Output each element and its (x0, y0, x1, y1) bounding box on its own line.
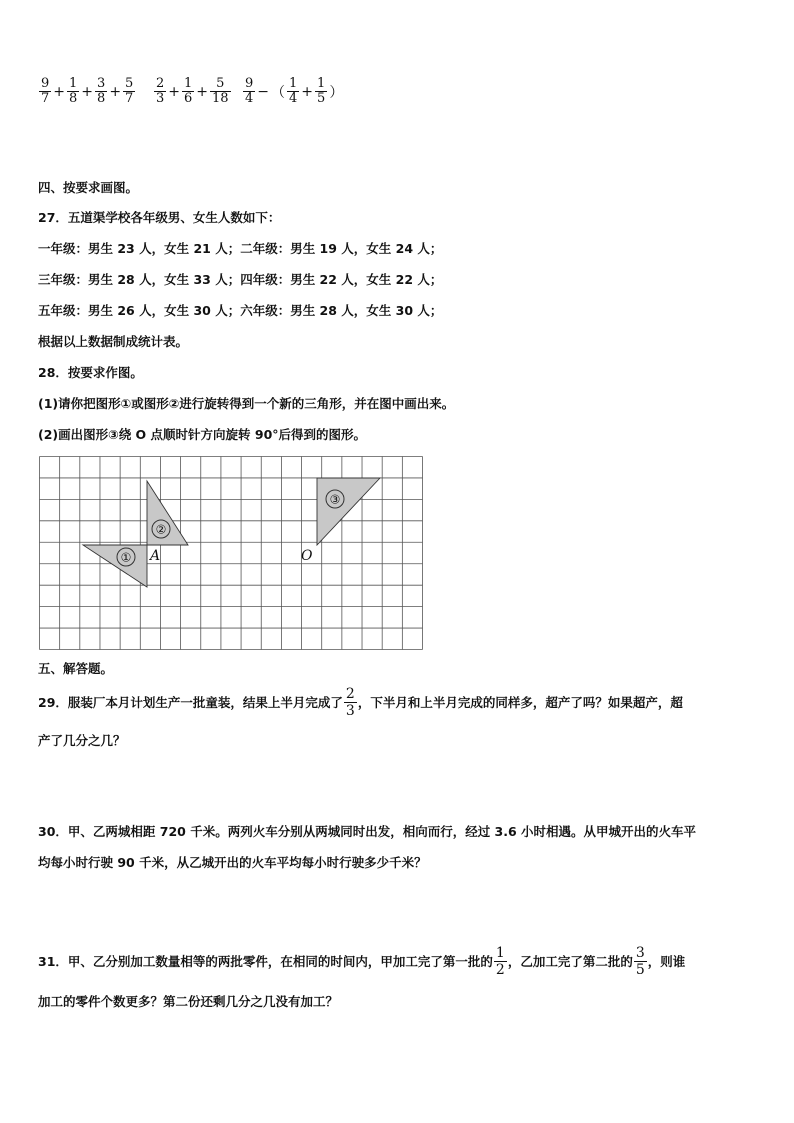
label-3: ③ (329, 492, 341, 507)
fraction: $\frac{1}{6}$ (184, 76, 193, 106)
fraction: $\frac{1}{8}$ (69, 76, 78, 106)
fraction: $\frac{2}{3}$ (156, 76, 165, 106)
q29-suffix: ，下半月和上半月完成的同样多，超产了吗？如果超产，超 (357, 694, 683, 710)
left-paren: （ (271, 84, 286, 101)
label-2: ② (155, 522, 167, 537)
minus-sign: − (257, 83, 270, 100)
expression-2 (153, 77, 232, 106)
q29-line2: 产了几分之几？ (38, 733, 126, 748)
triangle-1 (83, 545, 147, 587)
plus-sign: + (168, 83, 181, 100)
q29-line1 (38, 686, 683, 719)
fraction: $\frac{1}{2}$ (495, 945, 505, 978)
q31-middle: ，乙加工完了第二批的 (507, 953, 633, 969)
fraction: $\frac{5}{7}$ (125, 76, 134, 106)
q27-stem: 27．五道渠学校各年级男、女生人数如下： (38, 210, 281, 225)
q28-stem: 28．按要求作图。 (38, 365, 143, 380)
fraction: $\frac{1}{4}$ (289, 76, 298, 106)
plus-sign: + (81, 83, 94, 100)
fraction: $\frac{2}{3}$ (345, 686, 355, 719)
fraction: $\frac{5}{18}$ (212, 76, 229, 106)
q31-suffix: ，则谁 (647, 953, 686, 969)
q27-row-2: 三年级：男生 28 人，女生 33 人；四年级：男生 22 人，女生 22 人； (38, 272, 443, 287)
q28-part1: (1)请你把图形①或图形②进行旋转得到一个新的三角形，并在图中画出来。 (38, 396, 455, 411)
q30-line2: 均每小时行驶 90 千米，从乙城开出的火车平均每小时行驶多少千米？ (38, 855, 427, 870)
q28-part2: (2)画出图形③绕 O 点顺时针方向旋转 90°后得到的图形。 (38, 427, 367, 442)
expression-3 (242, 77, 344, 106)
q27-instruction: 根据以上数据制成统计表。 (38, 334, 189, 349)
fraction: $\frac{3}{5}$ (635, 945, 645, 978)
fraction: $\frac{1}{5}$ (317, 76, 326, 106)
right-paren: ） (329, 84, 344, 101)
point-o-label: O (301, 548, 313, 564)
label-1: ① (120, 550, 132, 565)
q31-line2: 加工的零件个数更多？第二份还剩几分之几没有加工？ (38, 994, 339, 1009)
fraction: $\frac{9}{4}$ (245, 76, 254, 106)
plus-sign: + (301, 83, 314, 100)
q29-prefix: 29．服装厂本月计划生产一批童装，结果上半月完成了 (38, 694, 343, 710)
section5-title: 五、解答题。 (38, 661, 114, 676)
plus-sign: + (196, 83, 209, 100)
plus-sign: + (53, 83, 66, 100)
q31-prefix: 31．甲、乙分别加工数量相等的两批零件，在相同的时间内，甲加工完了第一批的 (38, 953, 493, 969)
triangle-3 (317, 478, 380, 545)
fraction: $\frac{3}{8}$ (97, 76, 106, 106)
q27-row-3: 五年级：男生 26 人，女生 30 人；六年级：男生 28 人，女生 30 人； (38, 303, 443, 318)
point-a-label: A (150, 548, 161, 564)
q31-line1 (38, 945, 685, 978)
expression-1 (38, 77, 136, 106)
plus-sign: + (109, 83, 122, 100)
rotation-grid-figure[interactable] (39, 456, 423, 650)
section4-title: 四、按要求画图。 (38, 180, 139, 195)
fraction: $\frac{9}{7}$ (41, 76, 50, 106)
q27-row-1: 一年级：男生 23 人，女生 21 人；二年级：男生 19 人，女生 24 人； (38, 241, 443, 256)
q30-line1: 30．甲、乙两城相距 720 千米。两列火车分别从两城同时出发，相向而行，经过 3.6 小时相遇。从甲城开出的火车平 (38, 824, 697, 839)
